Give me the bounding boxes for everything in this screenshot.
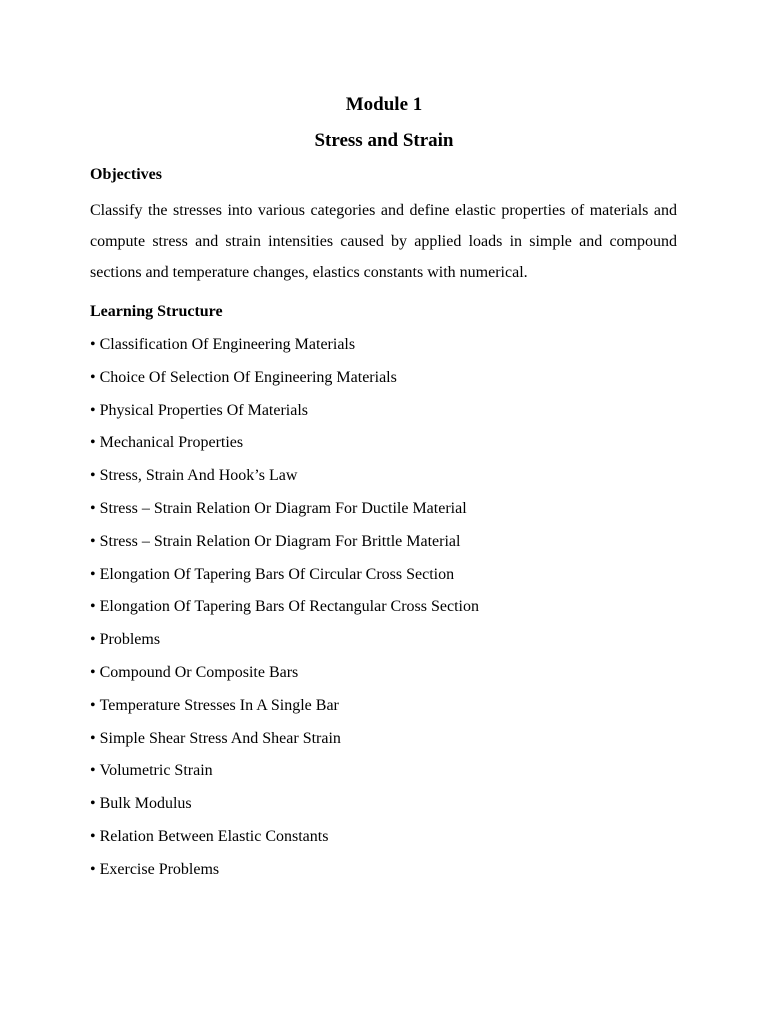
bullet-icon: • — [90, 631, 96, 649]
list-item-label: Stress – Strain Relation Or Diagram For Ductile Material — [99, 499, 467, 517]
bullet-icon: • — [90, 795, 96, 813]
bullet-icon: • — [90, 762, 96, 780]
chapter-title: Stress and Strain — [314, 130, 454, 151]
list-item — [90, 564, 479, 597]
bullet-icon: • — [90, 598, 96, 616]
list-item — [90, 334, 479, 367]
list-item — [90, 400, 479, 433]
bullet-icon: • — [90, 434, 96, 452]
list-item-label: Mechanical Properties — [99, 434, 244, 452]
list-item-label: Bulk Modulus — [99, 795, 192, 813]
bullet-icon: • — [90, 401, 96, 419]
list-item-label: Exercise Problems — [99, 860, 220, 878]
list-item-label: Classification Of Engineering Materials — [99, 336, 356, 353]
list-item-label: Stress – Strain Relation Or Diagram For Brittle Material — [99, 532, 461, 550]
bullet-icon: • — [90, 336, 96, 353]
list-item — [90, 859, 479, 892]
list-item — [90, 531, 479, 564]
list-item-label: Elongation Of Tapering Bars Of Rectangular Cross Section — [99, 598, 479, 616]
list-item — [90, 432, 479, 465]
list-item — [90, 367, 479, 400]
list-item — [90, 793, 479, 826]
bullet-icon: • — [90, 729, 96, 747]
list-item-label: Stress, Strain And Hook’s Law — [99, 467, 298, 485]
list-item-label: Simple Shear Stress And Shear Strain — [99, 729, 341, 747]
list-item — [90, 465, 479, 498]
objectives-paragraph: Classify the stresses into various categories and define elastic properties of materials and compute stress and strain intensities caused by applied loads in simple and compound sections and temperature changes, elastics constants with numerical. — [90, 202, 677, 281]
list-item — [90, 662, 479, 695]
list-item — [90, 826, 479, 859]
bullet-icon: • — [90, 860, 96, 878]
bullet-icon: • — [90, 467, 96, 485]
bullet-icon: • — [90, 565, 96, 583]
learning-structure-list — [90, 334, 479, 892]
list-item — [90, 760, 479, 793]
list-item — [90, 596, 479, 629]
list-item-label: Physical Properties Of Materials — [99, 401, 309, 419]
bullet-icon: • — [90, 827, 96, 845]
bullet-icon: • — [90, 368, 96, 386]
learning-structure-heading: Learning Structure — [90, 303, 223, 320]
list-item — [90, 498, 479, 531]
bullet-icon: • — [90, 532, 96, 550]
bullet-icon: • — [90, 696, 96, 714]
list-item-label: Choice Of Selection Of Engineering Materials — [99, 368, 397, 386]
list-item-label: Elongation Of Tapering Bars Of Circular Cross Section — [99, 565, 455, 583]
list-item-label: Compound Or Composite Bars — [99, 663, 299, 681]
list-item-label: Temperature Stresses In A Single Bar — [99, 696, 339, 714]
list-item — [90, 728, 479, 761]
bullet-icon: • — [90, 499, 96, 517]
objectives-heading: Objectives — [90, 166, 162, 183]
list-item-label: Relation Between Elastic Constants — [99, 827, 329, 845]
list-item-label: Problems — [99, 631, 161, 649]
list-item — [90, 629, 479, 662]
list-item — [90, 695, 479, 728]
bullet-icon: • — [90, 663, 96, 681]
module-title: Module 1 — [345, 94, 423, 115]
list-item-label: Volumetric Strain — [99, 762, 213, 780]
